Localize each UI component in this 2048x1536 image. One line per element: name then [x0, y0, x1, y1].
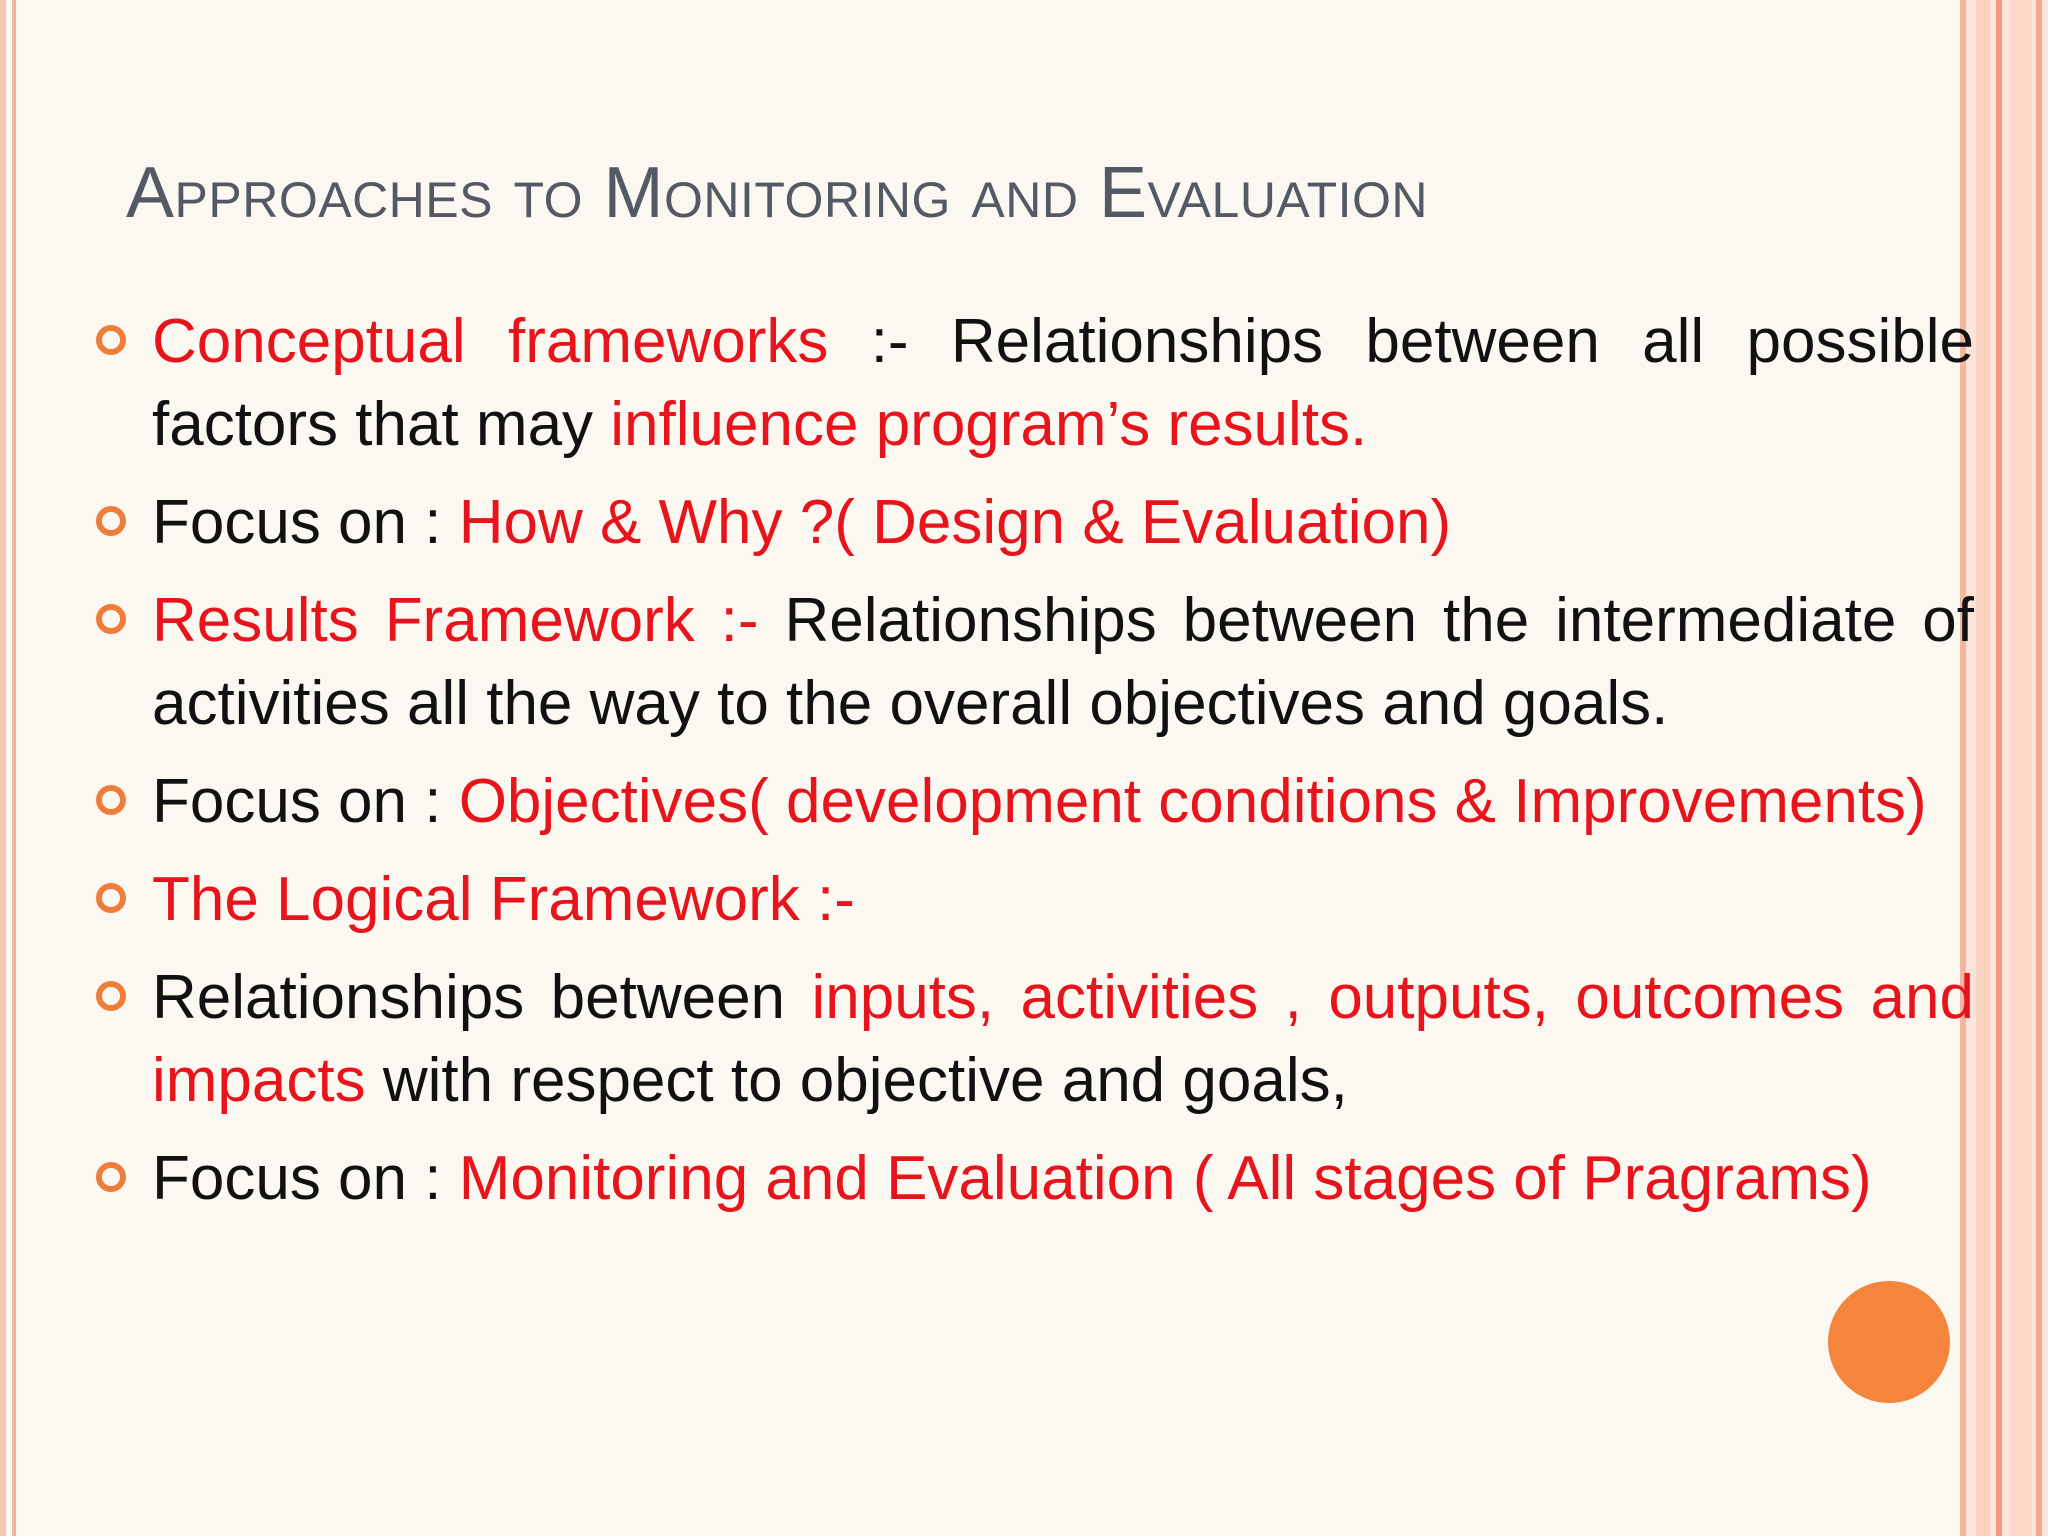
bullet-ring-icon	[96, 604, 126, 634]
highlighted-text: influence program’s results.	[610, 390, 1368, 459]
body-text: Relationships between the intermediate of activities all the way to the overall objectives and goals.	[152, 586, 1974, 738]
body-text: :- Relationships between all possible factors that may	[152, 307, 1974, 459]
highlighted-text: How & Why ?( Design & Evaluation)	[458, 488, 1452, 557]
right-decorative-stripe	[1976, 0, 1990, 1536]
left-decorative-stripe	[0, 0, 6, 1536]
highlighted-text: inputs, activities , outputs, outcomes and impacts	[152, 963, 1974, 1115]
bullet-item	[96, 481, 1974, 564]
body-text: Focus on :	[152, 767, 459, 836]
bullet-ring-icon	[96, 506, 126, 536]
highlighted-text: Objectives( development conditions & Improvements)	[458, 767, 1927, 836]
right-decorative-stripe	[1996, 0, 2002, 1536]
highlighted-text: The Logical Framework :-	[152, 865, 855, 934]
bullet-ring-icon	[96, 883, 126, 913]
bullet-ring-icon	[96, 325, 126, 355]
bullet-item	[96, 1137, 1974, 1220]
bullet-ring-icon	[96, 1162, 126, 1192]
bullet-list	[96, 300, 1976, 1235]
right-decorative-stripe	[2010, 0, 2032, 1536]
body-text: with respect to objective and goals,	[365, 1046, 1348, 1115]
bullet-item	[96, 858, 1974, 941]
left-decorative-stripe	[12, 0, 16, 1536]
body-text: Focus on :	[152, 488, 459, 557]
slide-title: Approaches to Monitoring and Evaluation	[126, 153, 1428, 233]
bullet-item	[96, 300, 1974, 466]
bullet-ring-icon	[96, 981, 126, 1011]
bullet-item	[96, 579, 1974, 745]
body-text: Relationships between	[152, 963, 812, 1032]
highlighted-text: Conceptual frameworks	[152, 307, 829, 376]
presenter-pointer-dot	[1828, 1281, 1950, 1403]
highlighted-text: Monitoring and Evaluation ( All stages of Pragrams)	[458, 1144, 1872, 1213]
body-text: Focus on :	[152, 1144, 459, 1213]
bullet-item	[96, 760, 1974, 843]
bullet-ring-icon	[96, 785, 126, 815]
right-decorative-stripe	[2036, 0, 2042, 1536]
bullet-item	[96, 956, 1974, 1122]
highlighted-text: Results Framework :-	[152, 586, 759, 655]
